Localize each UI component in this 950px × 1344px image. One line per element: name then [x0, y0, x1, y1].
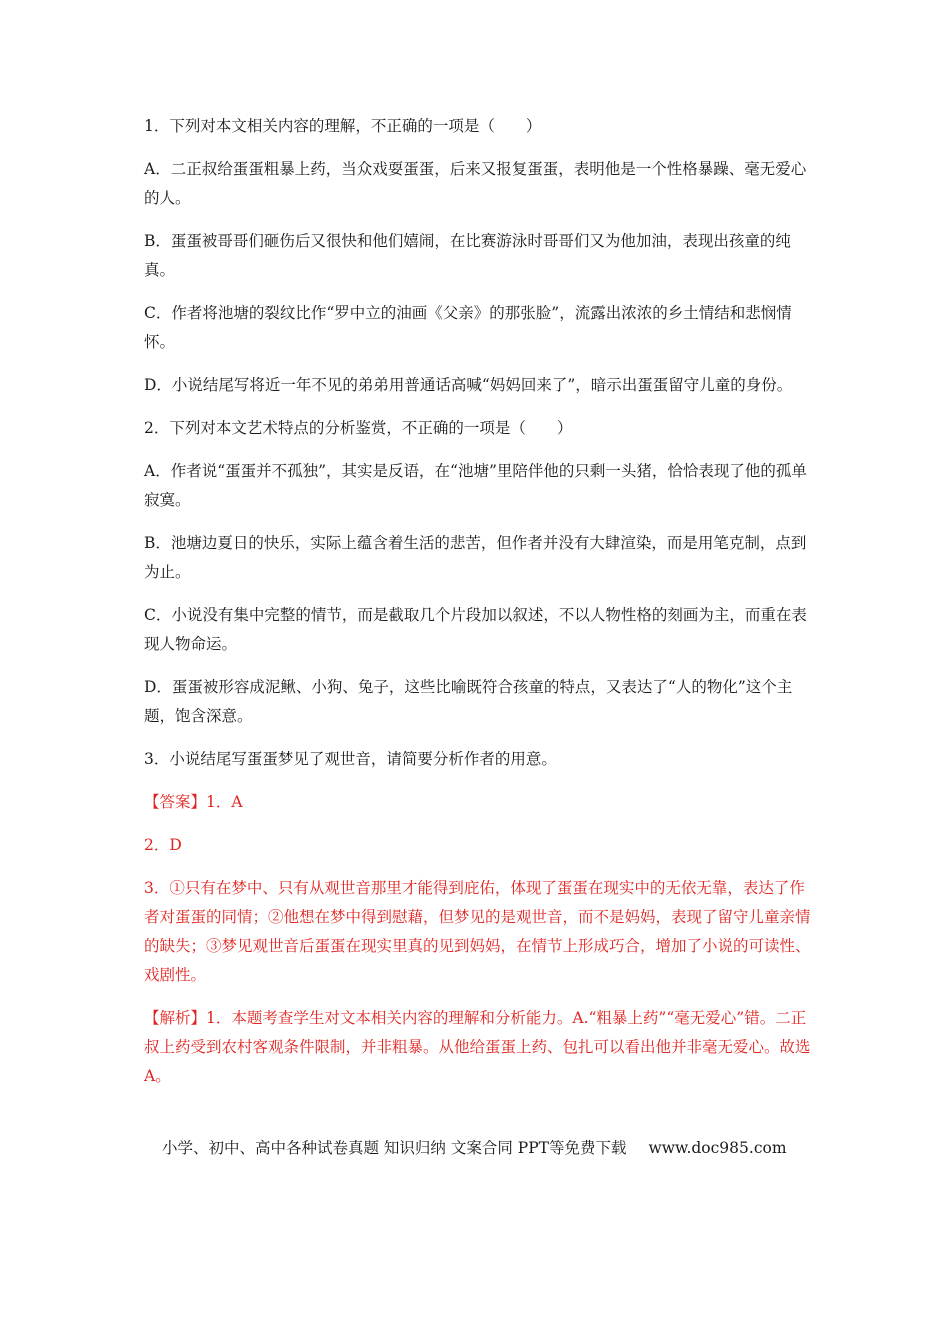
answer-label: 【答案】: [144, 793, 207, 811]
question-1-stem: 1．下列对本文相关内容的理解，不正确的一项是（ ）: [144, 117, 542, 135]
question-3-stem: 3．小说结尾写蛋蛋梦见了观世音，请简要分析作者的用意。: [144, 750, 557, 768]
analysis-label: 【解析】: [144, 1009, 207, 1027]
question-1-option-d: D．小说结尾写将近一年不见的弟弟用普通话高喊“妈妈回来了”，暗示出蛋蛋留守儿童的身份。: [144, 376, 793, 394]
question-1-option-b: B．蛋蛋被哥哥们砸伤后又很快和他们嬉闹，在比赛游泳时哥哥们又为他加油，表现出孩童的纯真。: [144, 232, 791, 279]
answer-1: [144, 788, 812, 817]
document-body: [144, 112, 812, 1105]
answer-3: 3．①只有在梦中、只有从观世音那里才能得到庇佑，体现了蛋蛋在现实中的无依无靠，表达了作者对蛋蛋的同情；②他想在梦中得到慰藉，但梦见的是观世音，而不是妈妈，表现了留守儿童亲情的缺失；③梦见观世音后蛋蛋在现实里真的见到妈妈，在情节上形成巧合，增加了小说的可读性、戏剧性。: [144, 879, 811, 984]
analysis: [144, 1004, 812, 1091]
question-2-stem: 2．下列对本文艺术特点的分析鉴赏，不正确的一项是（ ）: [144, 419, 573, 437]
footer-site-link[interactable]: www.doc985.com: [648, 1139, 787, 1157]
question-2-option-a: A．作者说“蛋蛋并不孤独”，其实是反语，在“池塘”里陪伴他的只剩一头猪，恰恰表现了他的孤单寂寞。: [144, 462, 807, 509]
question-2-option-d: D．蛋蛋被形容成泥鳅、小狗、兔子，这些比喻既符合孩童的特点，又表达了“人的物化”这个主题，饱含深意。: [144, 678, 793, 725]
answer-2: 2．D: [144, 836, 182, 854]
question-2-option-b: B．池塘边夏日的快乐，实际上蕴含着生活的悲苦，但作者并没有大肆渲染，而是用笔克制，点到为止。: [144, 534, 807, 581]
analysis-text: 1．本题考查学生对文本相关内容的理解和分析能力。A.“粗暴上药”“毫无爱心”错。二正叔上药受到农村客观条件限制，并非粗暴。从他给蛋蛋上药、包扎可以看出他并非毫无爱心。故选A。: [144, 1009, 811, 1085]
question-1-option-a: A．二正叔给蛋蛋粗暴上药，当众戏耍蛋蛋，后来又报复蛋蛋，表明他是一个性格暴躁、毫无爱心的人。: [144, 160, 807, 207]
page-footer: [162, 1136, 787, 1160]
footer-tagline: 小学、初中、高中各种试卷真题 知识归纳 文案合同 PPT等免费下载: [162, 1139, 627, 1157]
question-2-option-c: C．小说没有集中完整的情节，而是截取几个片段加以叙述，不以人物性格的刻画为主，而重在表现人物命运。: [144, 606, 807, 653]
answer-1-text: 1．A: [206, 793, 243, 811]
question-1-option-c: C．作者将池塘的裂纹比作“罗中立的油画《父亲》的那张脸”，流露出浓浓的乡土情结和悲悯情怀。: [144, 304, 792, 351]
